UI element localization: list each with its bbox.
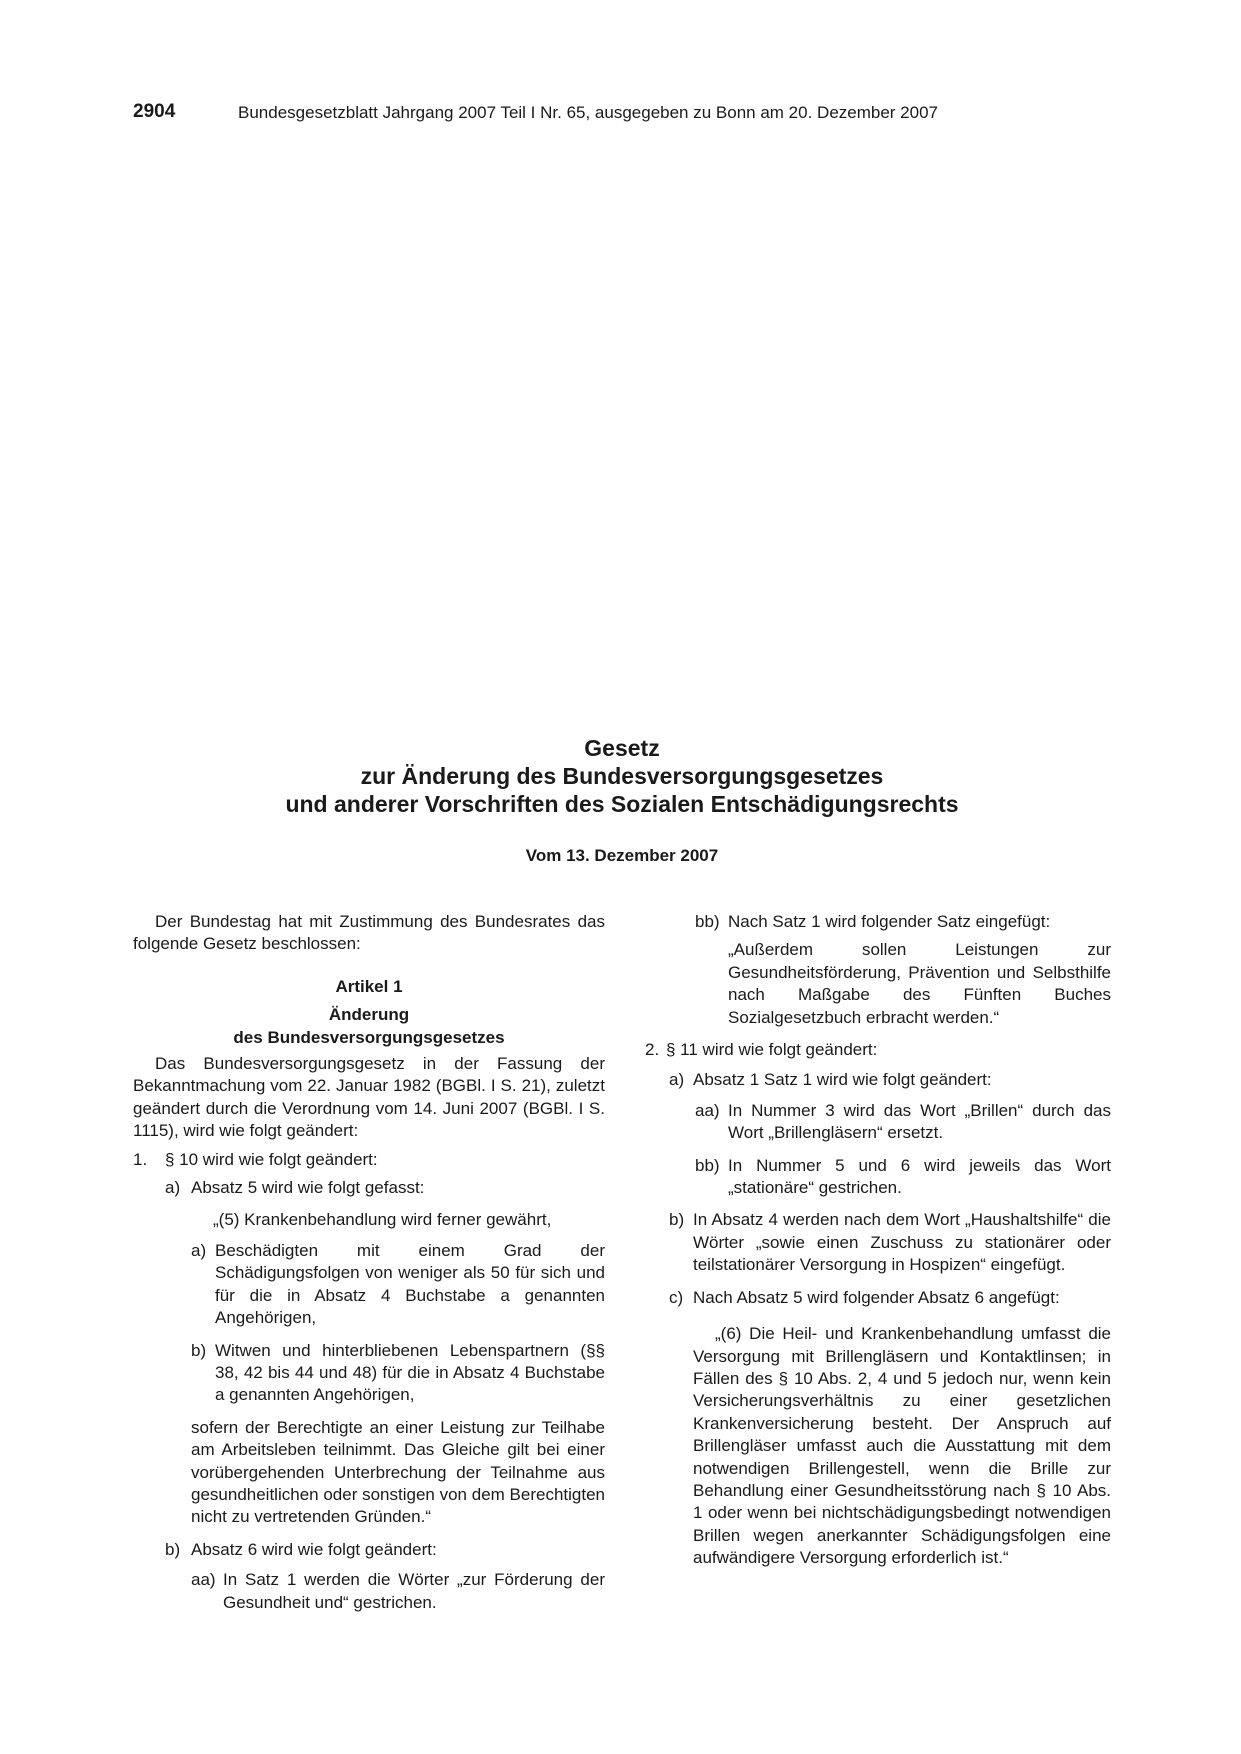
- sub-sub-item-2bb: [641, 1155, 1111, 1200]
- sub-sub-item-2aa-text: In Nummer 3 wird das Wort „Brillen“ durch das Wort „Brillengläsern“ ersetzt.: [728, 1100, 1111, 1143]
- sub-item-b: [133, 1539, 605, 1561]
- sub-item-2a-label: a): [669, 1070, 685, 1090]
- proviso-text: sofern der Berechtigte an einer Leistung zur Teilhabe am Arbeitsleben teilnimmt. Das Gleiche gilt bei einer vorübergehenden Unterbrechung der Teilnahme aus gesundheitlichen oder sonstigen von dem Berechtigten nicht zu vertretenden Gründen.“: [191, 1417, 605, 1527]
- quote-item-a-label: a): [191, 1240, 207, 1260]
- article-title-line-1: Änderung: [328, 1005, 410, 1025]
- article-intro: Das Bundesversorgungsgesetz in der Fassung der Bekanntmachung vom 22. Januar 1982 (BGBl. I S. 21), zuletzt geändert durch die Verordnung vom 14. Juni 2007 (BGBl. I S. 1115), wird wie folgt geändert:: [133, 1054, 605, 1141]
- sub-sub-item-bb-label: bb): [695, 912, 720, 931]
- sub-item-2c: [641, 1287, 1111, 1309]
- law-title-line-3: und anderer Vorschriften des Sozialen Entschädigungsrechts: [285, 791, 959, 817]
- quote-item-b-label: b): [191, 1340, 207, 1360]
- sub-sub-item-2bb-label: bb): [695, 1155, 720, 1175]
- sub-item-a-text: Absatz 5 wird wie folgt gefasst:: [191, 1178, 425, 1198]
- sub-sub-item-aa: [133, 1569, 605, 1614]
- sub-item-2b: [641, 1209, 1111, 1276]
- article-label: Artikel 1: [335, 976, 403, 996]
- sub-item-2a-text: Absatz 1 Satz 1 wird wie folgt geändert:: [693, 1070, 992, 1090]
- sub-item-2c-label: c): [669, 1287, 684, 1307]
- law-title-block: [133, 734, 1111, 866]
- right-column: [641, 911, 1111, 1570]
- publication-line: Bundesgesetzblatt Jahrgang 2007 Teil I Nr. 65, ausgegeben zu Bonn am 20. Dezember 2007: [238, 103, 938, 122]
- left-column: [133, 911, 605, 1624]
- list-item-1: [133, 1149, 605, 1171]
- list-item-2-text: § 11 wird wie folgt geändert:: [666, 1040, 878, 1060]
- sub-sub-item-bb-text: Nach Satz 1 wird folgender Satz eingefügt:: [728, 912, 1051, 931]
- sub-item-b-label: b): [165, 1539, 181, 1559]
- page-number: 2904: [133, 101, 176, 122]
- quote-paragraph-6: „(6) Die Heil- und Krankenbehandlung umfasst die Versorgung mit Brillengläsern und Kontaktlinsen; in Fällen des § 10 Abs. 2, 4 und 5 jedoch nur, wenn kein Versicherungsverhältnis zu einer gesetzlichen Krankenversicherung besteht. Der Anspruch auf Brillengläser umfasst auch die Ausstattung mit dem notwendigen Brillengestell, wenn die Brille zur Behandlung einer Gesundheitsstörung nach § 10 Abs. 1 oder wenn bei nichtschädigungsbedingt notwendigen Brillen wegen anerkannter Schädigungsfolgen eine aufwändigere Versorgung erforderlich ist.“: [693, 1324, 1111, 1568]
- quote-item-a: [133, 1240, 605, 1330]
- sub-item-2b-text: In Absatz 4 werden nach dem Wort „Haushaltshilfe“ die Wörter „sowie einen Zuschuss zu stationärer oder teilstationärer Versorgung in Hospizen“ eingefügt.: [693, 1210, 1111, 1275]
- sub-item-a-label: a): [165, 1178, 181, 1198]
- quote-paragraph-5: „(5) Krankenbehandlung wird ferner gewährt,: [213, 1210, 552, 1230]
- sub-item-2b-label: b): [669, 1210, 685, 1230]
- list-item-1-label: 1.: [133, 1149, 148, 1169]
- sub-sub-item-2aa: [641, 1100, 1111, 1145]
- sub-item-2c-text: Nach Absatz 5 wird folgender Absatz 6 angefügt:: [693, 1287, 1060, 1307]
- sub-sub-item-aa-text: In Satz 1 werden die Wörter „zur Förderung der Gesundheit und“ gestrichen.: [223, 1570, 605, 1612]
- sub-sub-item-2aa-label: aa): [695, 1100, 720, 1120]
- quote-item-b-text: Witwen und hinterbliebenen Lebenspartnern (§§ 38, 42 bis 44 und 48) für die in Absatz 4 Buchstabe a genannten Angehörigen,: [215, 1340, 605, 1405]
- quote-item-b: [133, 1340, 605, 1407]
- law-title-line-2: zur Änderung des Bundesversorgungsgesetzes: [360, 763, 884, 789]
- preamble: Der Bundestag hat mit Zustimmung des Bundesrates das folgende Gesetz beschlossen:: [133, 912, 605, 954]
- law-title-line-1: Gesetz: [584, 735, 660, 761]
- list-item-2-label: 2.: [645, 1040, 660, 1060]
- sub-item-b-text: Absatz 6 wird wie folgt geändert:: [191, 1539, 437, 1559]
- quote-item-a-text: Beschädigten mit einem Grad der Schädigungsfolgen von weniger als 50 für sich und für die in Absatz 4 Buchstabe a genannten Angehörigen,: [215, 1240, 605, 1328]
- article-title-line-2: des Bundesversorgungsgesetzes: [233, 1027, 505, 1047]
- law-date: Vom 13. Dezember 2007: [525, 846, 719, 865]
- sub-sub-item-bb: [641, 911, 1111, 933]
- list-item-1-text: § 10 wird wie folgt geändert:: [165, 1149, 378, 1169]
- sub-sub-item-aa-label: aa): [191, 1570, 216, 1590]
- sub-item-a: [133, 1177, 605, 1199]
- sub-sub-item-2bb-text: In Nummer 5 und 6 wird jeweils das Wort „stationäre“ gestrichen.: [728, 1155, 1111, 1198]
- list-item-2: [641, 1039, 1111, 1061]
- sub-item-2a: [641, 1069, 1111, 1091]
- bb-quote: „Außerdem sollen Leistungen zur Gesundheitsförderung, Prävention und Selbsthilfe nach Maßgabe des Fünften Buches Sozialgesetzbuch erbracht werden.“: [728, 940, 1111, 1027]
